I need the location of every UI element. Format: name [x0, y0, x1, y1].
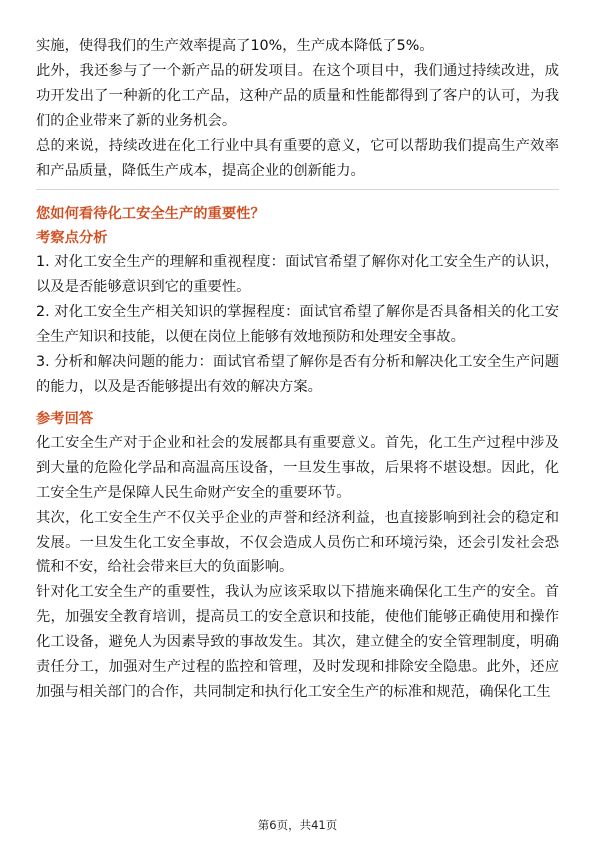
spacer — [36, 400, 559, 407]
question-heading: 您如何看待化工安全生产的重要性？ — [36, 206, 265, 223]
body-paragraph: 此外，我还参与了一个新产品的研发项目。在这个项目中，我们通过持续改进，成功开发出了一种新的化工产品，这种产品的质量和性能都得到了客户的认可，为我们的企业带来了新的业务机会。 — [36, 62, 559, 129]
answer-paragraph: 化工安全生产对于企业和社会的发展都具有重要意义。首先，化工生产过程中涉及到大量的危险化学品和高温高压设备，一旦发生事故，后果将不堪设想。因此，化工安全生产是保障人民生命财产安全的重要环节。 — [36, 434, 559, 501]
answer-paragraph: 针对化工安全生产的重要性，我认为应该采取以下措施来确保化工生产的安全。首先，加强安全教育培训，提高员工的安全意识和技能，使他们能够正确使用和操作化工设备，避免人为因素导致的事故发生。其次，建立健全的安全管理制度，明确责任分工，加强对生产过程的监控和管理，及时发现和排除安全隐患。此外，还应加强与相关部门的合作，共同制定和执行化工安全生产的标准和规范，确保化工生 — [36, 584, 559, 700]
answer-paragraph: 其次，化工安全生产不仅关乎企业的声誉和经济利益，也直接影响到社会的稳定和发展。一旦发生化工安全事故，不仅会造成人员伤亡和环境污染，还会引发社会恐慌和不安，给社会带来巨大的负面影响。 — [36, 509, 559, 576]
body-paragraph: 实施，使得我们的生产效率提高了10%，生产成本降低了5%。 — [36, 38, 434, 54]
section-divider — [36, 189, 559, 190]
body-paragraph: 总的来说，持续改进在化工行业中具有重要的意义，它可以帮助我们提高生产效率和产品质量，降低生产成本，提高企业的创新能力。 — [36, 137, 559, 179]
answer-heading: 参考回答 — [36, 410, 94, 427]
page-number: 第6页，共41页 — [257, 818, 338, 832]
document-body — [36, 34, 559, 705]
analysis-point: 2. 对化工安全生产相关知识的掌握程度：面试官希望了解你是否具备相关的化工安全生产知识和技能，以便在岗位上能够有效地预防和处理安全事故。 — [36, 304, 559, 346]
analysis-point: 1. 对化工安全生产的理解和重视程度：面试官希望了解你对化工安全生产的认识，以及是否能够意识到它的重要性。 — [36, 254, 559, 296]
analysis-point: 3. 分析和解决问题的能力：面试官希望了解你是否有分析和解决化工安全生产问题的能力，以及是否能够提出有效的解决方案。 — [36, 354, 559, 395]
analysis-heading: 考察点分析 — [36, 230, 108, 247]
